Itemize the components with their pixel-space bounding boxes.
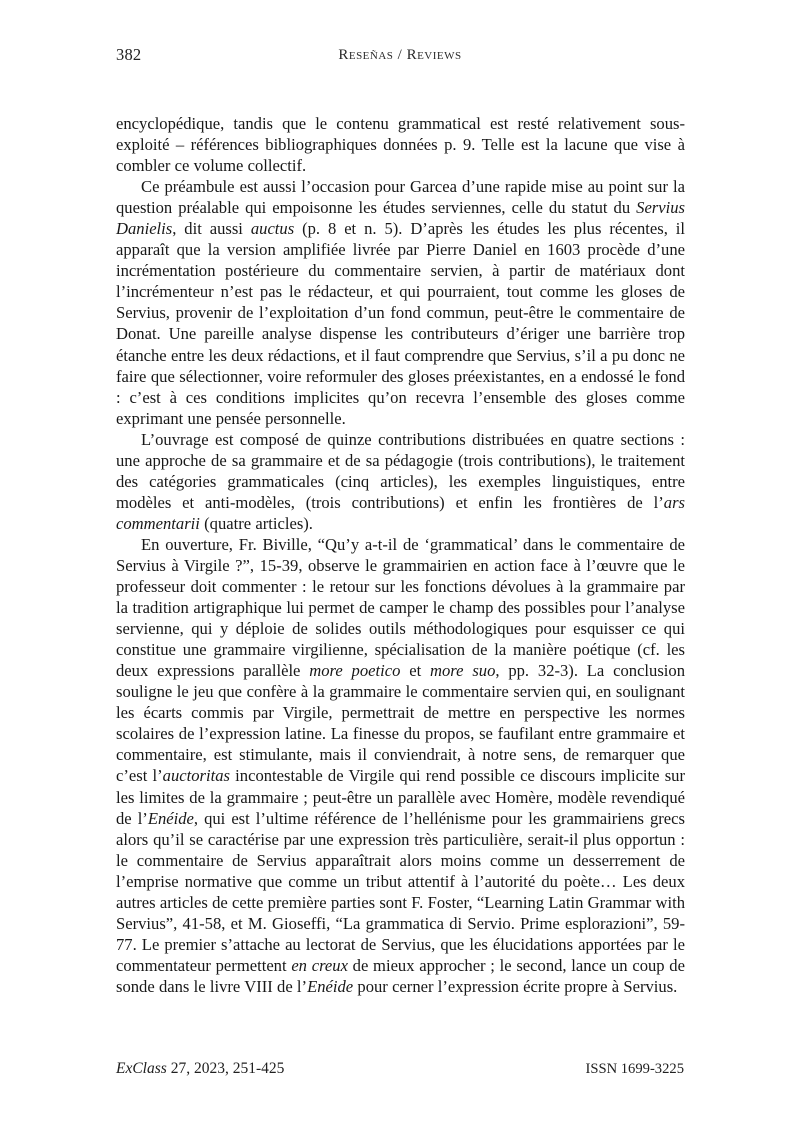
text-run: et bbox=[400, 661, 431, 681]
text-run: de mieux approcher ; le second, lance un coup de sonde dans le livre VIII de l’ bbox=[116, 955, 685, 996]
text-run: , qui est l’ultime référence de l’hellénisme pour les grammairiens grecs alors qu’il se caractérise par une expression très particulière, serait-il plus opportun : le commentaire de Servius apparaîtrait alors moins comme un desserrement de l’emprise normative que comme un tribut attentif à l’autorité du poète… Les deux autres articles de cette première parties sont F. Foster, “Learning Latin Grammar with Servius”, 41-58, et M. Gioseffi, “La grammatica di Servio. Prime esplorazioni”, 59-77. Le premier s’attache au lectorat de Servius, que les élucidations apportées par le commentateur permettent bbox=[116, 808, 685, 975]
text-run: encyclopédique, tandis que le contenu grammatical est resté relativement sous-exploité – références bibliographiques données p. 9. Telle est la lacune que vise à combler ce volume collectif. bbox=[116, 114, 685, 176]
italic-term: more poetico bbox=[309, 661, 401, 681]
body-paragraph bbox=[116, 176, 685, 429]
body-paragraph bbox=[116, 113, 685, 176]
page-footer bbox=[116, 1058, 684, 1080]
body-text-column bbox=[116, 113, 685, 997]
issn-label: ISSN 1699-3225 bbox=[585, 1061, 684, 1077]
text-run: Ce préambule est aussi l’occasion pour Garcea d’une rapide mise au point sur la question préalable qui empoisonne les études serviennes, celle du statut du bbox=[116, 177, 685, 218]
footer-citation bbox=[116, 1058, 284, 1080]
page-number: 382 bbox=[116, 45, 142, 64]
italic-term: auctus bbox=[250, 219, 295, 239]
text-run: (p. 8 et n. 5). D’après les études les plus récentes, il apparaît que la version amplifiée livrée par Pierre Daniel en 1603 procède d’une incrémentation postérieure du commentaire servien, à partir de matériaux dont l’incrémenteur n’est pas le rédacteur, et qui pourraient, tout comme les gloses de Servius, provenir de l’exploitation d’un fond commun, peut-être le commentaire de Donat. Une pareille analyse dispense les contributeurs d’ériger une barrière trop étanche entre les deux rédactions, et il faut comprendre que Servius, s’il a pu donc ne faire que sélectionner, voire reformuler des gloses préexistantes, en a endossé le fond : c’est à ces conditions implicites qu’on recevra l’ensemble des gloses comme exprimant une pensée personnelle. bbox=[116, 219, 685, 428]
italic-term: auctoritas bbox=[162, 766, 230, 786]
italic-term: en creux bbox=[291, 955, 348, 975]
running-head bbox=[116, 44, 684, 66]
text-run: pour cerner l’expression écrite propre à Servius. bbox=[353, 976, 678, 996]
body-paragraph bbox=[116, 429, 685, 534]
text-run: En ouverture, Fr. Biville, “Qu’y a-t-il de ‘grammatical’ dans le commentaire de Servius à Virgile ?”, 15-39, observe le grammairien en action face à l’œuvre que le professeur doit commenter : le retour sur les fonctions dévolues à la grammaire par la tradition artigraphique lui permet de camper le champ des possibles pour l’analyse servienne, qui y déploie de solides outils méthodologiques pour esquisser ce qui constitue une grammaire virgilienne, spécialisation de la manière poétique (cf. les deux expressions parallèle bbox=[116, 534, 685, 681]
italic-term: ars commentarii bbox=[116, 492, 685, 533]
italic-term: Servius Danielis bbox=[116, 198, 685, 239]
text-run: incontestable de Virgile qui rend possible ce discours implicite sur les limites de la grammaire ; peut-être un parallèle avec Homère, modèle revendiqué de l’ bbox=[116, 766, 685, 828]
text-run: , dit aussi bbox=[172, 219, 251, 239]
italic-term: Enéide bbox=[147, 808, 194, 828]
italic-term: more suo bbox=[430, 661, 496, 681]
journal-citation: 27, 2023, 251-425 bbox=[166, 1060, 285, 1077]
italic-term: Enéide bbox=[307, 976, 354, 996]
text-run: , pp. 32-3). La conclusion souligne le jeu que confère à la grammaire le commentaire servien qui, en soulignant les écarts commis par Virgile, permettrait de mettre en perspective les normes scolaires de l’expression latine. La finesse du propos, se faufilant entre grammaire et commentaire, est stimulante, mais il conviendrait, à notre sens, de remarquer que c’est l’ bbox=[116, 661, 686, 786]
text-run: L’ouvrage est composé de quinze contributions distribuées en quatre sections : une approche de sa grammaire et de sa pédagogie (trois contributions), le traitement des catégories grammaticales (cinq articles), les exemples linguistiques, entre modèles et anti-modèles, (trois contributions) et enfin les frontières de l’ bbox=[116, 429, 685, 512]
body-paragraph bbox=[116, 534, 685, 997]
journal-title: ExClass bbox=[116, 1060, 167, 1077]
text-run: (quatre articles). bbox=[199, 513, 313, 533]
running-head-title: Reseñas / Reviews bbox=[338, 47, 462, 63]
